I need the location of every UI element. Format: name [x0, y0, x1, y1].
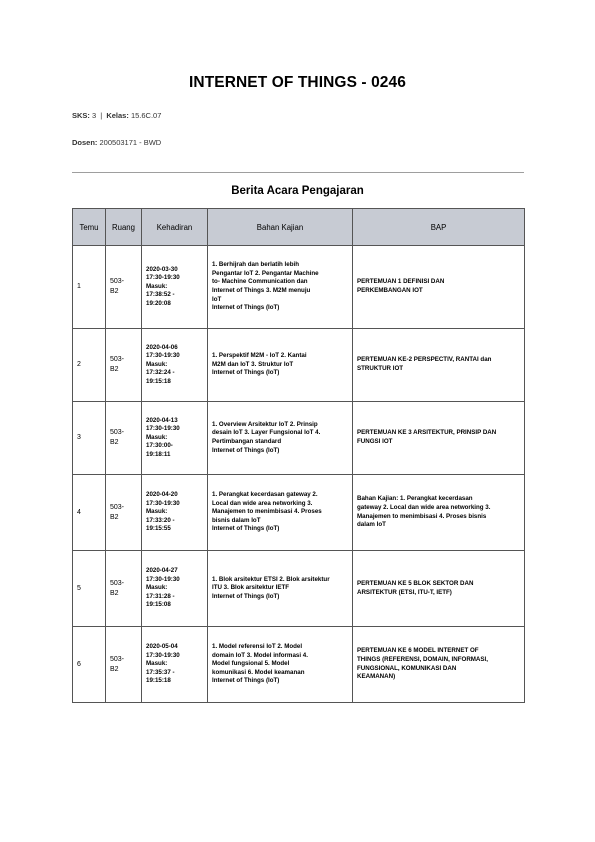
- cell-bahan-kajian: 1. Perspektif M2M - IoT 2. Kantai M2M dan IoT 3. Struktur IoT Internet of Things (IoT): [208, 329, 353, 402]
- cell-temu: 2: [73, 329, 106, 402]
- cell-temu: 4: [73, 475, 106, 551]
- cell-ruang: 503- B2: [106, 627, 142, 703]
- dosen-value: 200503171 - BWD: [99, 138, 162, 147]
- cell-kehadiran: 2020-03-30 17:30-19:30 Masuk: 17:38:52 - 19:20:08: [142, 246, 208, 329]
- cell-temu: 6: [73, 627, 106, 703]
- cell-ruang: 503- B2: [106, 329, 142, 402]
- cell-ruang: 503- B2: [106, 475, 142, 551]
- table-row: [73, 551, 525, 627]
- sks-kelas-line: [72, 111, 161, 120]
- cell-ruang: 503- B2: [106, 402, 142, 475]
- cell-bap: PERTEMUAN KE 6 MODEL INTERNET OF THINGS (REFERENSI, DOMAIN, INFORMASI, FUNGSIONAL, KOMUNIKASI DAN KEAMANAN): [353, 627, 525, 703]
- table-row: [73, 329, 525, 402]
- table-header-row: [73, 209, 525, 246]
- cell-bahan-kajian: 1. Overview Arsitektur IoT 2. Prinsip desain IoT 3. Layer Fungsional IoT 4. Pertimbangan standard Internet of Things (IoT): [208, 402, 353, 475]
- divider: [72, 172, 524, 173]
- cell-kehadiran: 2020-04-20 17:30-19:30 Masuk: 17:33:20 - 19:15:55: [142, 475, 208, 551]
- cell-bap: PERTEMUAN 1 DEFINISI DAN PERKEMBANGAN IOT: [353, 246, 525, 329]
- table-row: [73, 402, 525, 475]
- sks-value: 3: [92, 111, 97, 120]
- kelas-value: 15.6C.07: [130, 111, 162, 120]
- header-ruang: Ruang: [106, 209, 142, 246]
- kelas-colon: :: [126, 111, 129, 120]
- dosen-label: Dosen: [72, 138, 95, 147]
- cell-bahan-kajian: 1. Perangkat kecerdasan gateway 2. Local dan wide area networking 3. Manajemen to menimbisasi 4. Proses bisnis dalam IoT Internet of Things (IoT): [208, 475, 353, 551]
- table-row: [73, 246, 525, 329]
- cell-bahan-kajian: 1. Model referensi IoT 2. Model domain IoT 3. Model informasi 4. Model fungsional 5. Model komunikasi 6. Model keamanan Internet of Things (IoT): [208, 627, 353, 703]
- cell-bap: PERTEMUAN KE-2 PERSPECTIV, RANTAI dan STRUKTUR IOT: [353, 329, 525, 402]
- section-title: Berita Acara Pengajaran: [231, 185, 364, 197]
- dosen-line: [72, 138, 161, 147]
- meta-separator: |: [100, 111, 103, 120]
- cell-kehadiran: 2020-04-06 17:30-19:30 Masuk: 17:32:24 - 19:15:18: [142, 329, 208, 402]
- cell-bap: PERTEMUAN KE 3 ARSITEKTUR, PRINSIP DAN FUNGSI IOT: [353, 402, 525, 475]
- bap-table: [72, 208, 525, 703]
- table-row: [73, 627, 525, 703]
- header-kehadiran: Kehadiran: [142, 209, 208, 246]
- cell-ruang: 503- B2: [106, 246, 142, 329]
- header-temu: Temu: [73, 209, 106, 246]
- cell-temu: 3: [73, 402, 106, 475]
- cell-bahan-kajian: 1. Blok arsitektur ETSI 2. Blok arsitektur ITU 3. Blok arsitektur IETF Internet of Things (IoT): [208, 551, 353, 627]
- dosen-colon: :: [94, 138, 98, 147]
- cell-temu: 1: [73, 246, 106, 329]
- kelas-label: Kelas: [106, 111, 127, 120]
- cell-kehadiran: 2020-05-04 17:30-19:30 Masuk: 17:35:37 - 19:15:18: [142, 627, 208, 703]
- cell-bap: PERTEMUAN KE 5 BLOK SEKTOR DAN ARSITEKTUR (ETSI, ITU-T, IETF): [353, 551, 525, 627]
- page-title: INTERNET OF THINGS - 0246: [189, 74, 406, 91]
- cell-bap: Bahan Kajian: 1. Perangkat kecerdasan gateway 2. Local dan wide area networking 3. Manajemen to menimbisasi 4. Proses bisnis dalam IoT: [353, 475, 525, 551]
- cell-temu: 5: [73, 551, 106, 627]
- header-bahan-kajian: Bahan Kajian: [208, 209, 353, 246]
- header-bap: BAP: [353, 209, 525, 246]
- cell-kehadiran: 2020-04-27 17:30-19:30 Masuk: 17:31:28 - 19:15:08: [142, 551, 208, 627]
- cell-bahan-kajian: 1. Berhijrah dan berlatih lebih Pengantar IoT 2. Pengantar Machine to- Machine Communication dan Internet of Things 3. M2M menuju IoT Internet of Things (IoT): [208, 246, 353, 329]
- table-row: [73, 475, 525, 551]
- sks-label: SKS: [72, 111, 88, 120]
- cell-kehadiran: 2020-04-13 17:30-19:30 Masuk: 17:30:00- 19:18:11: [142, 402, 208, 475]
- cell-ruang: 503- B2: [106, 551, 142, 627]
- sks-colon: :: [87, 111, 90, 120]
